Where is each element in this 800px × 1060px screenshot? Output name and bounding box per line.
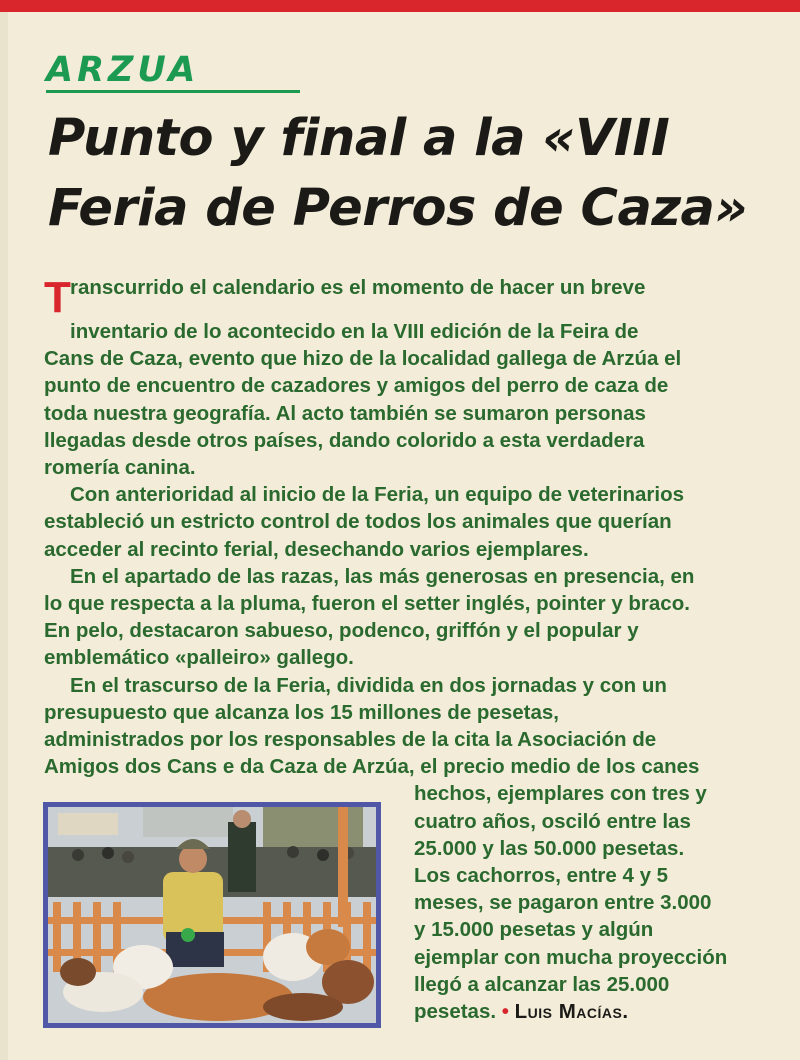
- paragraph-2: [44, 481, 760, 563]
- text-line: Con anterioridad al inicio de la Feria, un equipo de veterinarios: [70, 483, 684, 507]
- text-line: administrados por los responsables de la cita la Asociación de: [44, 728, 657, 752]
- text-line: pesetas.: [414, 1000, 497, 1024]
- photo-building: [143, 807, 233, 837]
- photo-hunter-with-dogs: [48, 807, 376, 1023]
- page-edge: [0, 12, 8, 1060]
- text-line: cuatro años, osciló entre las: [414, 809, 691, 833]
- text-line: romería canina.: [44, 456, 196, 480]
- text-line: ejemplar con mucha proyección: [414, 945, 728, 969]
- text-line: inventario de lo acontecido en la VIII edición de la Feira de: [70, 320, 639, 343]
- byline-bullet: •: [501, 1000, 509, 1024]
- text-line: 25.000 y las 50.000 pesetas.: [414, 836, 685, 860]
- text-line: En el trascurso de la Feria, dividida en dos jornadas y con un: [70, 673, 667, 697]
- paragraph-3: [44, 563, 760, 672]
- text-line: ranscurrido el calendario es el momento de hacer un breve: [70, 276, 646, 299]
- section-tag: ARZUA: [46, 50, 200, 90]
- text-line: lo que respecta a la pluma, fueron el setter inglés, pointer y braco.: [44, 592, 690, 616]
- section-underline: [46, 90, 300, 93]
- text-line: acceder al recinto ferial, desechando varios ejemplares.: [44, 537, 589, 561]
- text-line: toda nuestra geografía. Al acto también se sumaron personas: [44, 401, 646, 425]
- text-line: emblemático «palleiro» gallego.: [44, 646, 354, 670]
- text-line: Los cachorros, entre 4 y 5: [414, 864, 669, 888]
- photo-tent: [58, 813, 118, 835]
- byline-author: Luis Macías.: [514, 1000, 629, 1024]
- drop-cap: T: [44, 273, 71, 322]
- text-line: punto de encuentro de cazadores y amigos del perro de caza de: [44, 374, 669, 398]
- photo-dog-5: [306, 929, 350, 965]
- text-line: Cans de Caza, evento que hizo de la localidad gallega de Arzúa el: [44, 347, 682, 371]
- text-line: En el apartado de las razas, las más generosas en presencia, en: [70, 564, 695, 588]
- paragraph-1: [44, 274, 760, 481]
- headline-line-1: Punto y final a la «VIII: [48, 109, 670, 168]
- text-line: presupuesto que alcanza los 15 millones de pesetas,: [44, 700, 559, 724]
- text-line: Amigos dos Cans e da Caza de Arzúa, el precio medio de los canes: [44, 755, 700, 779]
- text-line: llegadas desde otros países, dando colorido a esta verdadera: [44, 428, 645, 452]
- text-line: meses, se pagaron entre 3.000: [414, 891, 712, 915]
- headline-line-2: Feria de Perros de Caza»: [48, 179, 748, 238]
- text-line: llegó a alcanzar las 25.000: [414, 972, 670, 996]
- text-line: y 15.000 pesetas y algún: [414, 918, 654, 942]
- text-line: estableció un estricto control de todos los animales que querían: [44, 510, 672, 534]
- text-line: hechos, ejemplares con tres y: [414, 782, 707, 806]
- top-color-bar: [0, 0, 800, 12]
- photo-standing-man: [228, 822, 256, 892]
- headline: [48, 104, 788, 244]
- text-line: En pelo, destacaron sabueso, podenco, griffón y el popular y: [44, 619, 639, 643]
- photo-frame: [43, 802, 381, 1028]
